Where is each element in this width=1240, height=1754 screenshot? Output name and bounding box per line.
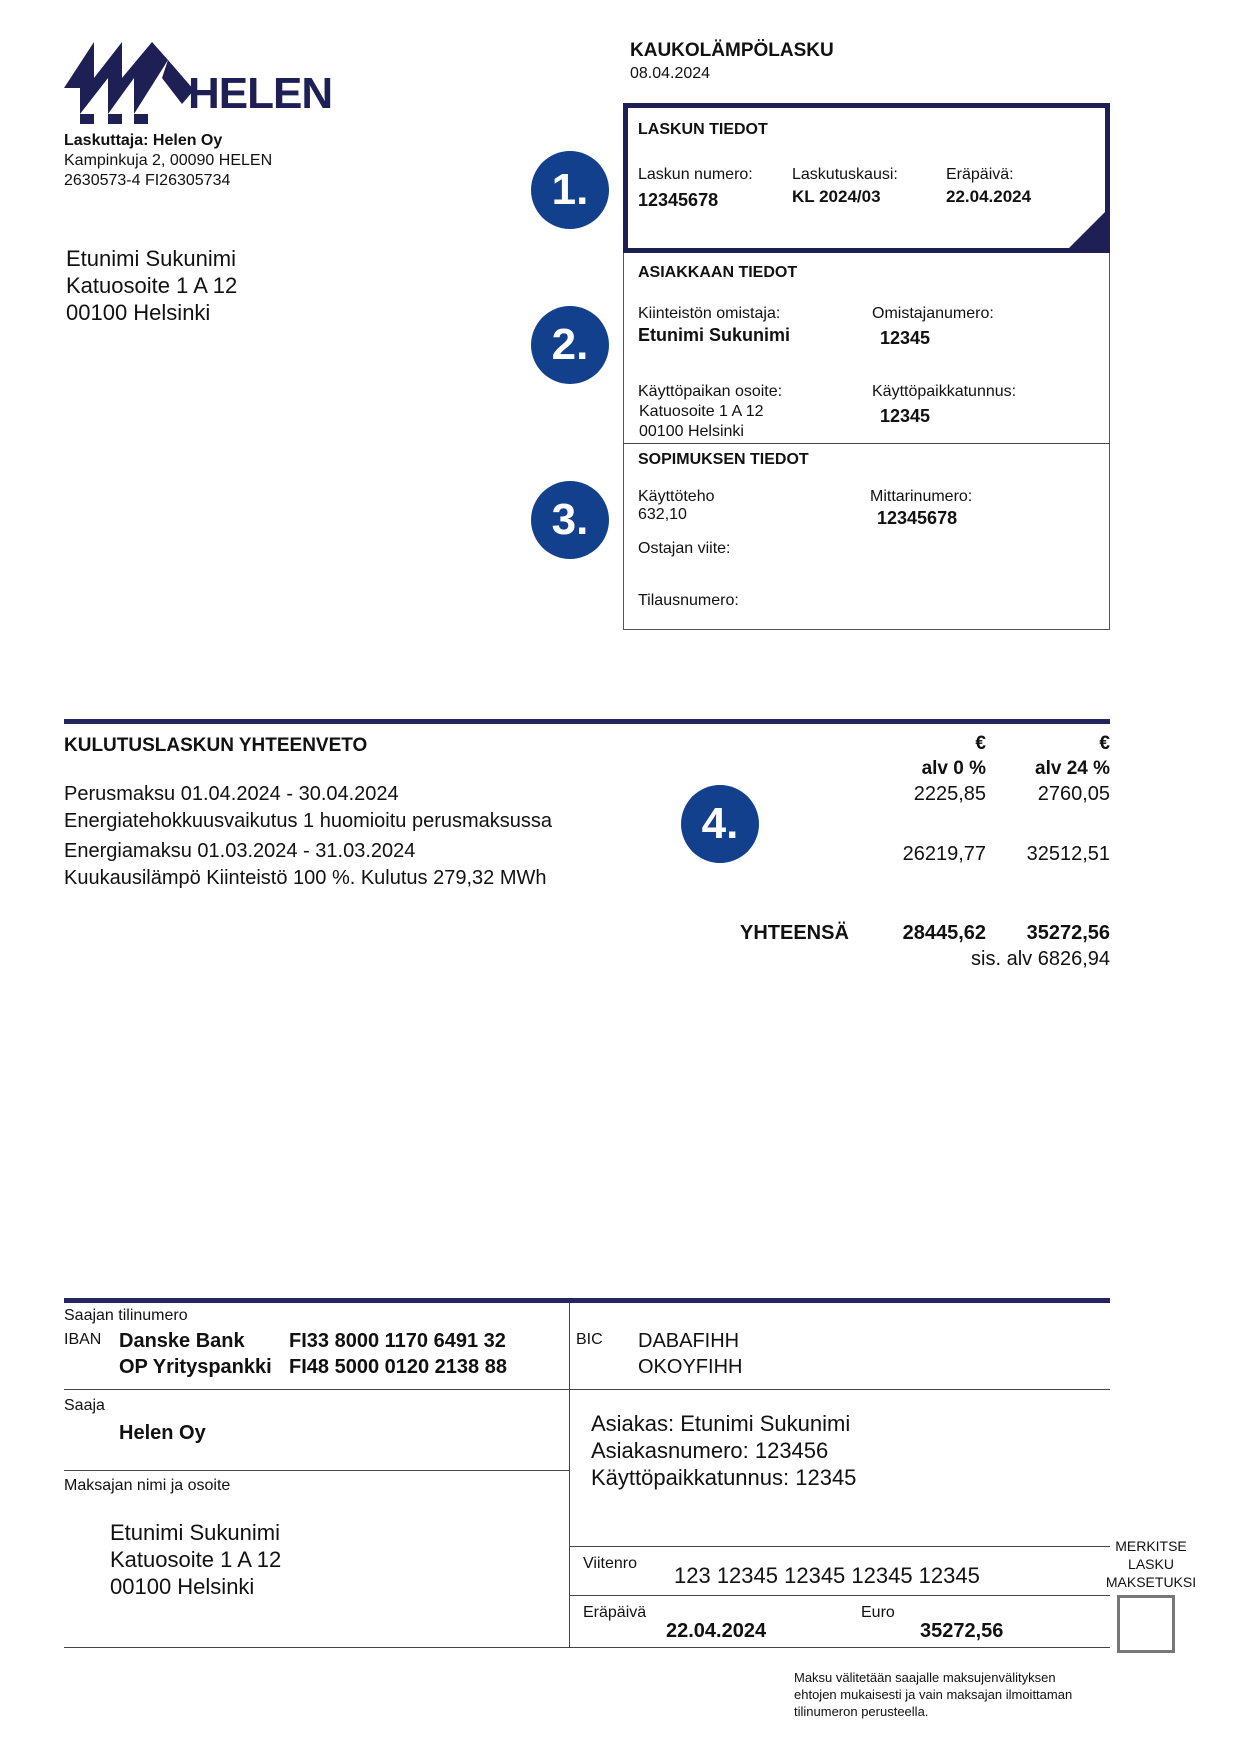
issuer-address: Kampinkuja 2, 00090 HELEN (64, 152, 273, 169)
billing-period-label: Laskutuskausi: (792, 166, 898, 183)
slip-due-value: 22.04.2024 (666, 1620, 767, 1642)
recipient-street: Katuosoite 1 A 12 (66, 273, 238, 298)
bank-1-name: Danske Bank (119, 1330, 245, 1352)
account-label: Saajan tilinumero (64, 1307, 188, 1324)
badge-1: 1. (531, 151, 609, 229)
billing-period-value: KL 2024/03 (792, 187, 881, 206)
corner-fold-icon (1068, 211, 1106, 249)
slip-rule-ref (569, 1546, 1110, 1547)
slip-rule-iban (64, 1389, 1110, 1390)
doc-title: KAUKOLÄMPÖLASKU (630, 40, 834, 61)
panel-divider (623, 443, 1110, 444)
mark-paid-text (1100, 1537, 1202, 1591)
payer-label: Maksajan nimi ja osoite (64, 1477, 231, 1494)
footnote-line-2: ehtojen mukaisesti ja vain maksajan ilmoittaman (794, 1687, 1073, 1702)
meter-label: Mittarinumero: (870, 488, 973, 505)
total-vat0: 28445,62 (902, 922, 986, 944)
reference-value: 123 12345 12345 12345 12345 (674, 1563, 980, 1588)
row-energy-fee-vat24: 32512,51 (1026, 843, 1110, 865)
row-energy-fee-line2: Kuukausilämpö Kiinteistö 100 %. Kulutus 279,32 MWh (64, 867, 547, 889)
row-energy-fee-line1: Energiamaksu 01.03.2024 - 31.03.2024 (64, 840, 416, 862)
mark-paid-line-1: MERKITSE (1115, 1538, 1187, 1554)
helen-logo (64, 38, 333, 130)
total-vat24: 35272,56 (1026, 922, 1110, 944)
payee-value: Helen Oy (119, 1422, 206, 1444)
issuer-ids: 2630573-4 FI26305734 (64, 172, 231, 189)
order-number-label: Tilausnumero: (638, 592, 739, 609)
due-date-label: Eräpäivä: (946, 166, 1014, 183)
payee-label: Saaja (64, 1397, 105, 1414)
issuer-line: Laskuttaja: Helen Oy (64, 132, 223, 149)
bank-1-iban: FI33 8000 1170 6491 32 (289, 1330, 506, 1352)
payer-city: 00100 Helsinki (110, 1574, 255, 1599)
power-value: 632,10 (638, 506, 687, 523)
total-label: YHTEENSÄ (740, 922, 849, 944)
contract-info-title: SOPIMUKSEN TIEDOT (638, 451, 809, 468)
customer-info-title: ASIAKKAAN TIEDOT (638, 264, 798, 281)
buyer-ref-label: Ostajan viite: (638, 540, 731, 557)
bank-2-bic: OKOYFIHH (638, 1356, 743, 1378)
mark-paid-line-2: LASKU (1128, 1556, 1174, 1572)
info-site-id: Käyttöpaikkatunnus: 12345 (591, 1465, 857, 1490)
site-address-label: Käyttöpaikan osoite: (638, 383, 783, 400)
bic-label: BIC (576, 1331, 603, 1348)
slip-top-rule (64, 1298, 1110, 1303)
slip-rule-due (569, 1595, 1110, 1596)
site-city: 00100 Helsinki (639, 423, 744, 440)
mark-paid-line-3: MAKSETUKSI (1105, 1574, 1197, 1590)
mark-paid-checkbox[interactable] (1117, 1595, 1175, 1653)
info-customer: Asiakas: Etunimi Sukunimi (591, 1411, 851, 1436)
slip-due-label: Eräpäivä (583, 1604, 647, 1621)
site-id-label: Käyttöpaikkatunnus: (872, 383, 1017, 400)
badge-2: 2. (531, 306, 609, 384)
doc-date: 08.04.2024 (630, 65, 711, 82)
invoice-info-title: LASKUN TIEDOT (638, 121, 768, 138)
footnote-line-1: Maksu välitetään saajalle maksujenvälityksen (794, 1670, 1056, 1685)
due-date-value: 22.04.2024 (946, 187, 1032, 206)
col-vat24-header: alv 24 % (1035, 758, 1110, 779)
footnote-line-3: tilinumeron perusteella. (794, 1704, 929, 1719)
reference-label: Viitenro (583, 1555, 637, 1572)
summary-title: KULUTUSLASKUN YHTEENVETO (64, 735, 368, 756)
logo-text: HELEN (188, 69, 333, 118)
payer-street: Katuosoite 1 A 12 (110, 1547, 282, 1572)
bank-2-name: OP Yrityspankki (119, 1356, 272, 1378)
site-street: Katuosoite 1 A 12 (639, 403, 764, 420)
iban-label: IBAN (64, 1331, 102, 1348)
row-base-fee-line2: Energiatehokkuusvaikutus 1 huomioitu perusmaksussa (64, 810, 553, 832)
slip-rule-payee (64, 1470, 569, 1471)
owner-number-label: Omistajanumero: (872, 305, 994, 322)
owner-number-value: 12345 (880, 328, 931, 348)
euro-label: Euro (861, 1604, 895, 1621)
info-customer-number: Asiakasnumero: 123456 (591, 1438, 829, 1463)
recipient-name: Etunimi Sukunimi (66, 246, 236, 271)
power-label: Käyttöteho (638, 488, 715, 505)
bank-2-iban: FI48 5000 0120 2138 88 (289, 1356, 507, 1378)
site-id-value: 12345 (880, 406, 931, 426)
bank-1-bic: DABAFIHH (638, 1330, 740, 1352)
invoice-number-label: Laskun numero: (638, 166, 753, 183)
invoice-number-value: 12345678 (638, 190, 719, 210)
meter-value: 12345678 (877, 508, 958, 528)
owner-value: Etunimi Sukunimi (638, 325, 791, 345)
helen-logo-mark-icon (64, 38, 194, 130)
euro-value: 35272,56 (920, 1620, 1004, 1642)
row-base-fee-line1: Perusmaksu 01.04.2024 - 30.04.2024 (64, 783, 399, 805)
currency-vat24: € (1099, 733, 1110, 754)
currency-vat0: € (975, 733, 986, 754)
slip-bottom-rule (64, 1647, 1110, 1648)
row-base-fee-vat24: 2760,05 (1037, 783, 1110, 805)
slip-center-divider (569, 1303, 570, 1648)
badge-3: 3. (531, 481, 609, 559)
badge-4: 4. (681, 785, 759, 863)
slip-footnote (794, 1669, 1072, 1720)
row-energy-fee-vat0: 26219,77 (902, 843, 986, 865)
vat-note: sis. alv 6826,94 (971, 948, 1110, 970)
recipient-city: 00100 Helsinki (66, 300, 211, 325)
summary-top-rule (64, 719, 1110, 724)
payer-name: Etunimi Sukunimi (110, 1520, 280, 1545)
row-base-fee-vat0: 2225,85 (913, 783, 986, 805)
col-vat0-header: alv 0 % (921, 758, 986, 779)
owner-label: Kiinteistön omistaja: (638, 305, 781, 322)
